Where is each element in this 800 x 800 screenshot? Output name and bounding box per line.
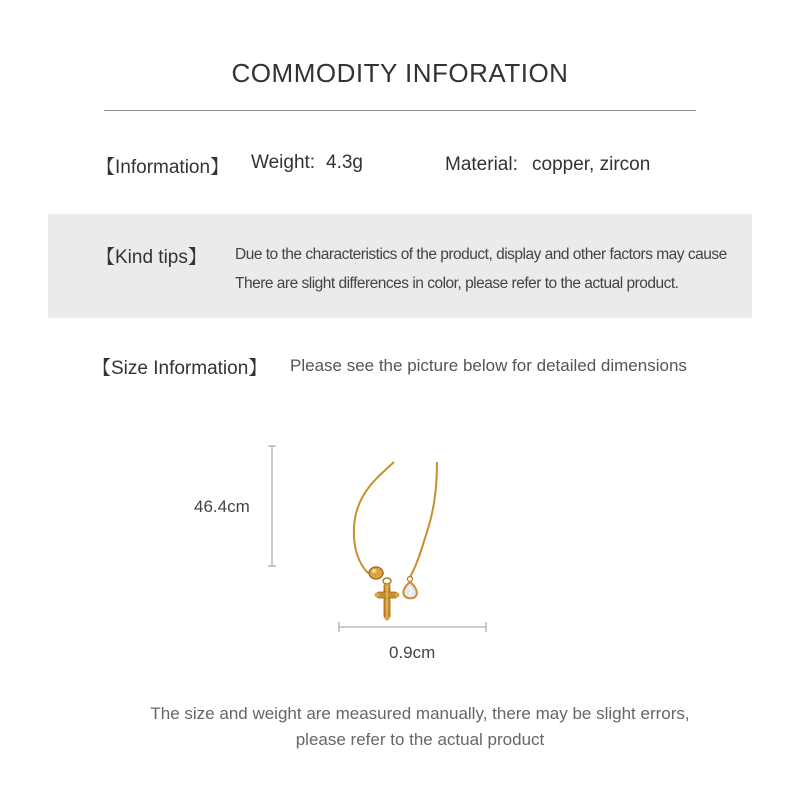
measurement-note-line-1: The size and weight are measured manually, there may be slight errors, [150, 704, 690, 723]
information-label: 【Information】 [96, 157, 230, 178]
measurement-note-line-2: please refer to the actual product [295, 730, 545, 749]
kind-tips-line-2: There are slight differences in color, please refer to the actual product. [235, 275, 679, 292]
width-dimension-line [336, 618, 490, 636]
size-information-description: Please see the picture below for detailed dimensions [290, 356, 687, 375]
weight-label: Weight: [251, 152, 316, 173]
weight-value: 4.3g [326, 152, 363, 173]
material-label: Material: [445, 154, 518, 175]
material-value: copper, zircon [532, 154, 651, 175]
length-dimension-line [262, 444, 282, 570]
size-information-label: 【Size Information】 [92, 358, 268, 379]
title-divider [104, 110, 696, 111]
kind-tips-line-1: Due to the characteristics of the product, display and other factors may cause [235, 246, 727, 263]
necklace-image [330, 455, 470, 630]
width-label: 0.9cm [389, 643, 436, 662]
page-title: COMMODITY INFORATION [231, 58, 569, 88]
length-label: 46.4cm [194, 497, 250, 516]
kind-tips-label: 【Kind tips】 [96, 247, 207, 268]
